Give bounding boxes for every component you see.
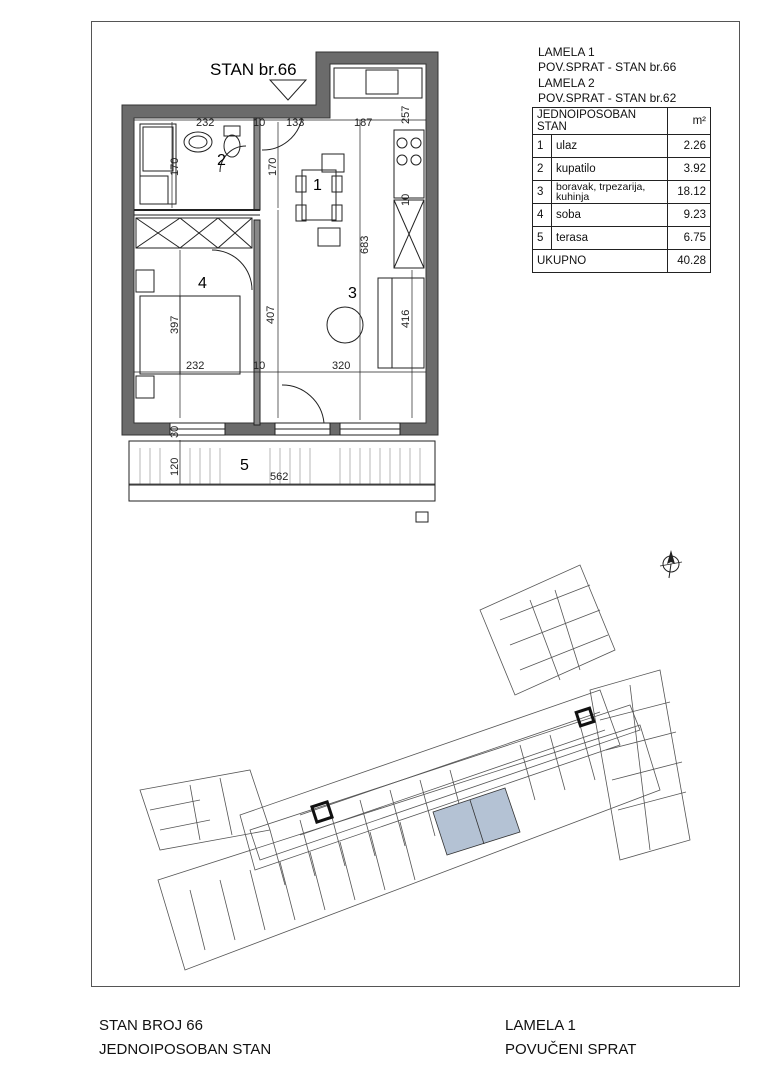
- table-row: [533, 181, 711, 204]
- room-number-4: 4: [198, 275, 207, 292]
- dim-187: 187: [354, 117, 373, 129]
- table-row: [533, 204, 711, 227]
- marker-triangle: [270, 80, 306, 100]
- row-name: ulaz: [552, 135, 668, 158]
- room-number-3: 3: [348, 285, 357, 302]
- dim-397: 397: [169, 315, 181, 334]
- dim-320: 320: [332, 360, 351, 372]
- row-name: boravak, trpezarija, kuhinja: [552, 181, 668, 204]
- table-total-row: [533, 250, 711, 273]
- area-table: [532, 107, 711, 273]
- dim-407: 407: [265, 305, 277, 324]
- row-number: 3: [533, 181, 552, 204]
- dim-10-top: 10: [253, 117, 266, 129]
- dim-170-entry: 170: [267, 157, 279, 176]
- row-number: 1: [533, 135, 552, 158]
- footer-apartment-type: JEDNOIPOSOBAN STAN: [99, 1041, 272, 1058]
- row-area: 3.92: [668, 158, 711, 181]
- dim-133: 133: [286, 117, 305, 129]
- dim-562: 562: [270, 471, 289, 483]
- dim-10-mid: 10: [253, 360, 266, 372]
- dim-10-side: 10: [400, 193, 412, 206]
- info-line-3: LAMELA 2: [538, 76, 595, 90]
- dim-30: 30: [169, 425, 181, 438]
- dim-683: 683: [359, 235, 371, 254]
- row-number: 5: [533, 227, 552, 250]
- dim-257: 257: [400, 105, 412, 124]
- table-row: [533, 135, 711, 158]
- table-row: [533, 227, 711, 250]
- room-number-1: 1: [313, 177, 322, 194]
- row-name: kupatilo: [552, 158, 668, 181]
- building-key-plan: [0, 560, 763, 980]
- info-line-4: POV.SPRAT - STAN br.62: [538, 91, 677, 105]
- table-header-title: JEDNOIPOSOBAN STAN: [533, 108, 668, 135]
- dim-416: 416: [400, 309, 412, 328]
- footer-floor: POVUČENI SPRAT: [505, 1041, 637, 1058]
- room-number-2: 2: [217, 152, 226, 169]
- footer-apartment-number: STAN BROJ 66: [99, 1017, 203, 1034]
- apartment-label: STAN br.66: [210, 60, 297, 79]
- row-name: terasa: [552, 227, 668, 250]
- dim-232-top: 232: [196, 117, 215, 129]
- dim-170-bath: 170: [169, 157, 181, 176]
- table-header-unit: m²: [668, 108, 711, 135]
- wall-outer: [122, 52, 438, 435]
- dim-120: 120: [169, 457, 181, 476]
- dim-232-mid: 232: [186, 360, 205, 372]
- row-area: 2.26: [668, 135, 711, 158]
- info-line-2: POV.SPRAT - STAN br.66: [538, 60, 677, 74]
- row-number: 2: [533, 158, 552, 181]
- table-row: [533, 158, 711, 181]
- area-table-header: [533, 108, 711, 135]
- total-area: 40.28: [668, 250, 711, 273]
- footer-lamela: LAMELA 1: [505, 1017, 576, 1034]
- info-line-1: LAMELA 1: [538, 45, 595, 59]
- row-area: 18.12: [668, 181, 711, 204]
- total-label: UKUPNO: [533, 250, 668, 273]
- row-area: 6.75: [668, 227, 711, 250]
- room-number-5: 5: [240, 457, 249, 474]
- row-area: 9.23: [668, 204, 711, 227]
- row-number: 4: [533, 204, 552, 227]
- stair-core: [312, 802, 332, 822]
- row-name: soba: [552, 204, 668, 227]
